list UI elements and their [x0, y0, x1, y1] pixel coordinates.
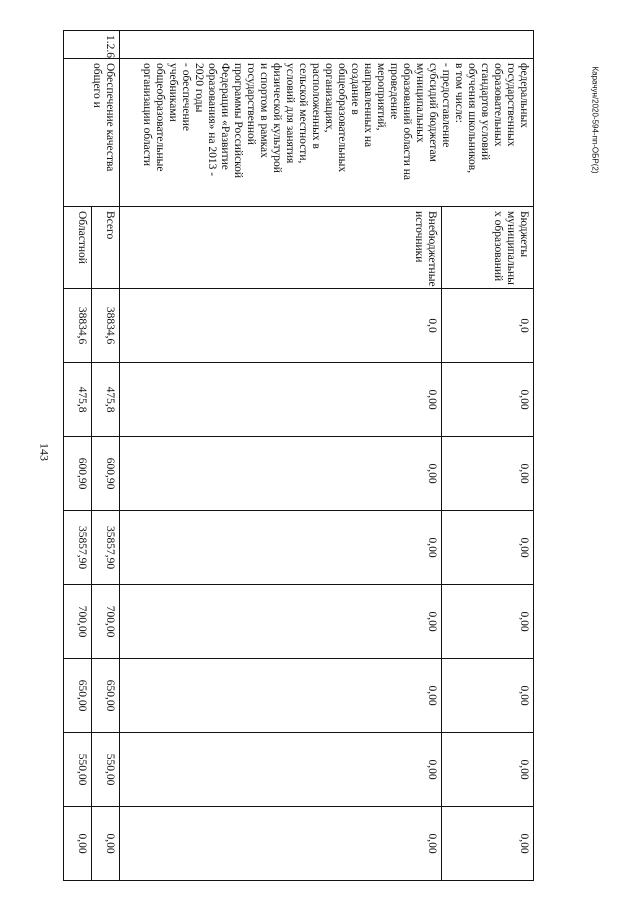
funding-source-cell: Областной	[64, 207, 92, 289]
document-reference-note: Карачун/2020-594-пп-ОБР(2)	[590, 66, 600, 174]
value-cell: 0,0	[442, 289, 534, 363]
value-cell: 0,00	[442, 733, 534, 807]
value-cell: 0,0	[120, 289, 442, 363]
rotated-table-sheet	[64, 30, 534, 880]
value-cell: 0,00	[120, 511, 442, 585]
table-row-total	[92, 31, 120, 881]
value-cell: 550,00	[64, 733, 92, 807]
budget-table	[63, 30, 534, 881]
table-row-municipal	[442, 31, 534, 881]
value-cell: 0,00	[92, 807, 120, 881]
value-cell: 38834,6	[92, 289, 120, 363]
value-cell: 35857,90	[92, 511, 120, 585]
value-cell: 700,00	[64, 585, 92, 659]
value-cell: 650,00	[92, 659, 120, 733]
page-number: 143	[37, 443, 52, 461]
value-cell: 600,90	[92, 437, 120, 511]
funding-source-cell: Всего	[92, 207, 120, 289]
value-cell: 0,00	[120, 585, 442, 659]
value-cell: 0,00	[442, 807, 534, 881]
value-cell: 38834,6	[64, 289, 92, 363]
value-cell: 0,00	[442, 659, 534, 733]
value-cell: 550,00	[92, 733, 120, 807]
value-cell: 35857,90	[64, 511, 92, 585]
value-cell: 0,00	[120, 659, 442, 733]
value-cell: 475,8	[64, 363, 92, 437]
value-cell: 650,00	[64, 659, 92, 733]
funding-source-cell: Внебюджетные источники	[120, 207, 442, 289]
value-cell: 0,00	[442, 437, 534, 511]
row-code-cell	[120, 31, 534, 59]
value-cell: 0,00	[442, 511, 534, 585]
measure-description-cell: федеральных государственных образовательных стандартов условий обучения школьников, в том числе: - предоставление субсидий бюджетам муниципальных образований области на проведение мероприятий, направленных на создание в общеобразовательных организациях, расположенных в сельской местности, условий для занятия физической культурой и спортом в рамках государственной программы Российской Федерации «Развитие образования» на 2013 - 2020 годы - обеспечение учебниками общеобразовательные организации области	[120, 59, 534, 207]
measure-description-cell: Обеспечение качества общего и	[64, 59, 120, 207]
value-cell: 0,00	[120, 363, 442, 437]
value-cell: 475,8	[92, 363, 120, 437]
value-cell: 0,00	[120, 733, 442, 807]
value-cell: 700,00	[92, 585, 120, 659]
value-cell: 0,00	[64, 807, 92, 881]
value-cell: 0,00	[120, 807, 442, 881]
funding-source-cell: Бюджеты муниципальны х образований	[442, 207, 534, 289]
value-cell: 600,90	[64, 437, 92, 511]
row-code-cell: 1.2.6	[64, 31, 120, 59]
value-cell: 0,00	[120, 437, 442, 511]
value-cell: 0,00	[442, 363, 534, 437]
value-cell: 0,00	[442, 585, 534, 659]
